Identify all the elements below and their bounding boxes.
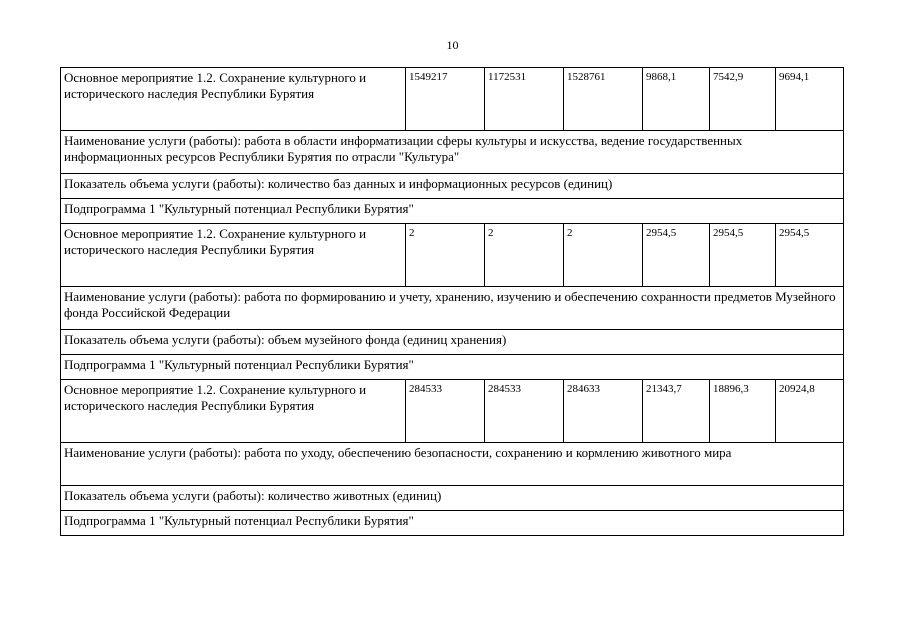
table-row — [61, 511, 844, 536]
value-cell: 9868,1 — [643, 68, 710, 131]
indicator-cell: Показатель объема услуги (работы): объем музейного фонда (единиц хранения) — [61, 330, 844, 355]
page-number: 10 — [446, 38, 459, 52]
value-cell: 9694,1 — [776, 68, 844, 131]
table-row — [61, 355, 844, 380]
subprogram-cell: Подпрограмма 1 "Культурный потенциал Республики Бурятия" — [61, 511, 844, 536]
table-row — [61, 287, 844, 330]
table-row — [61, 174, 844, 199]
value-cell: 1172531 — [485, 68, 564, 131]
value-cell: 284533 — [485, 380, 564, 443]
measure-cell: Основное мероприятие 1.2. Сохранение культурного и исторического наследия Республики Бурятия — [61, 380, 406, 443]
services-table — [60, 67, 844, 536]
table-row — [61, 443, 844, 486]
table-row — [61, 68, 844, 131]
service-name-cell: Наименование услуги (работы): работа по формированию и учету, хранению, изучению и обеспечению сохранности предметов Музейного фонда Российской Федерации — [61, 287, 844, 330]
measure-cell: Основное мероприятие 1.2. Сохранение культурного и исторического наследия Республики Бурятия — [61, 224, 406, 287]
value-cell: 1528761 — [564, 68, 643, 131]
value-cell: 2954,5 — [643, 224, 710, 287]
subprogram-cell: Подпрограмма 1 "Культурный потенциал Республики Бурятия" — [61, 199, 844, 224]
subprogram-cell: Подпрограмма 1 "Культурный потенциал Республики Бурятия" — [61, 355, 844, 380]
value-cell: 20924,8 — [776, 380, 844, 443]
value-cell: 2 — [564, 224, 643, 287]
value-cell: 2954,5 — [776, 224, 844, 287]
value-cell: 18896,3 — [710, 380, 776, 443]
value-cell: 7542,9 — [710, 68, 776, 131]
service-name-cell: Наименование услуги (работы): работа в области информатизации сферы культуры и искусства, ведение государственных информационных ресурсов Республики Бурятия по отрасли "Культура" — [61, 131, 844, 174]
table-row — [61, 486, 844, 511]
service-name-cell: Наименование услуги (работы): работа по уходу, обеспечению безопасности, сохранению и кормлению животного мира — [61, 443, 844, 486]
value-cell: 284533 — [406, 380, 485, 443]
table-row — [61, 131, 844, 174]
value-cell: 284633 — [564, 380, 643, 443]
table-row — [61, 330, 844, 355]
table-row — [61, 224, 844, 287]
indicator-cell: Показатель объема услуги (работы): количество животных (единиц) — [61, 486, 844, 511]
value-cell: 2954,5 — [710, 224, 776, 287]
table-row — [61, 199, 844, 224]
measure-cell: Основное мероприятие 1.2. Сохранение культурного и исторического наследия Республики Бурятия — [61, 68, 406, 131]
value-cell: 2 — [406, 224, 485, 287]
value-cell: 1549217 — [406, 68, 485, 131]
table-row — [61, 380, 844, 443]
indicator-cell: Показатель объема услуги (работы): количество баз данных и информационных ресурсов (единиц) — [61, 174, 844, 199]
value-cell: 2 — [485, 224, 564, 287]
value-cell: 21343,7 — [643, 380, 710, 443]
